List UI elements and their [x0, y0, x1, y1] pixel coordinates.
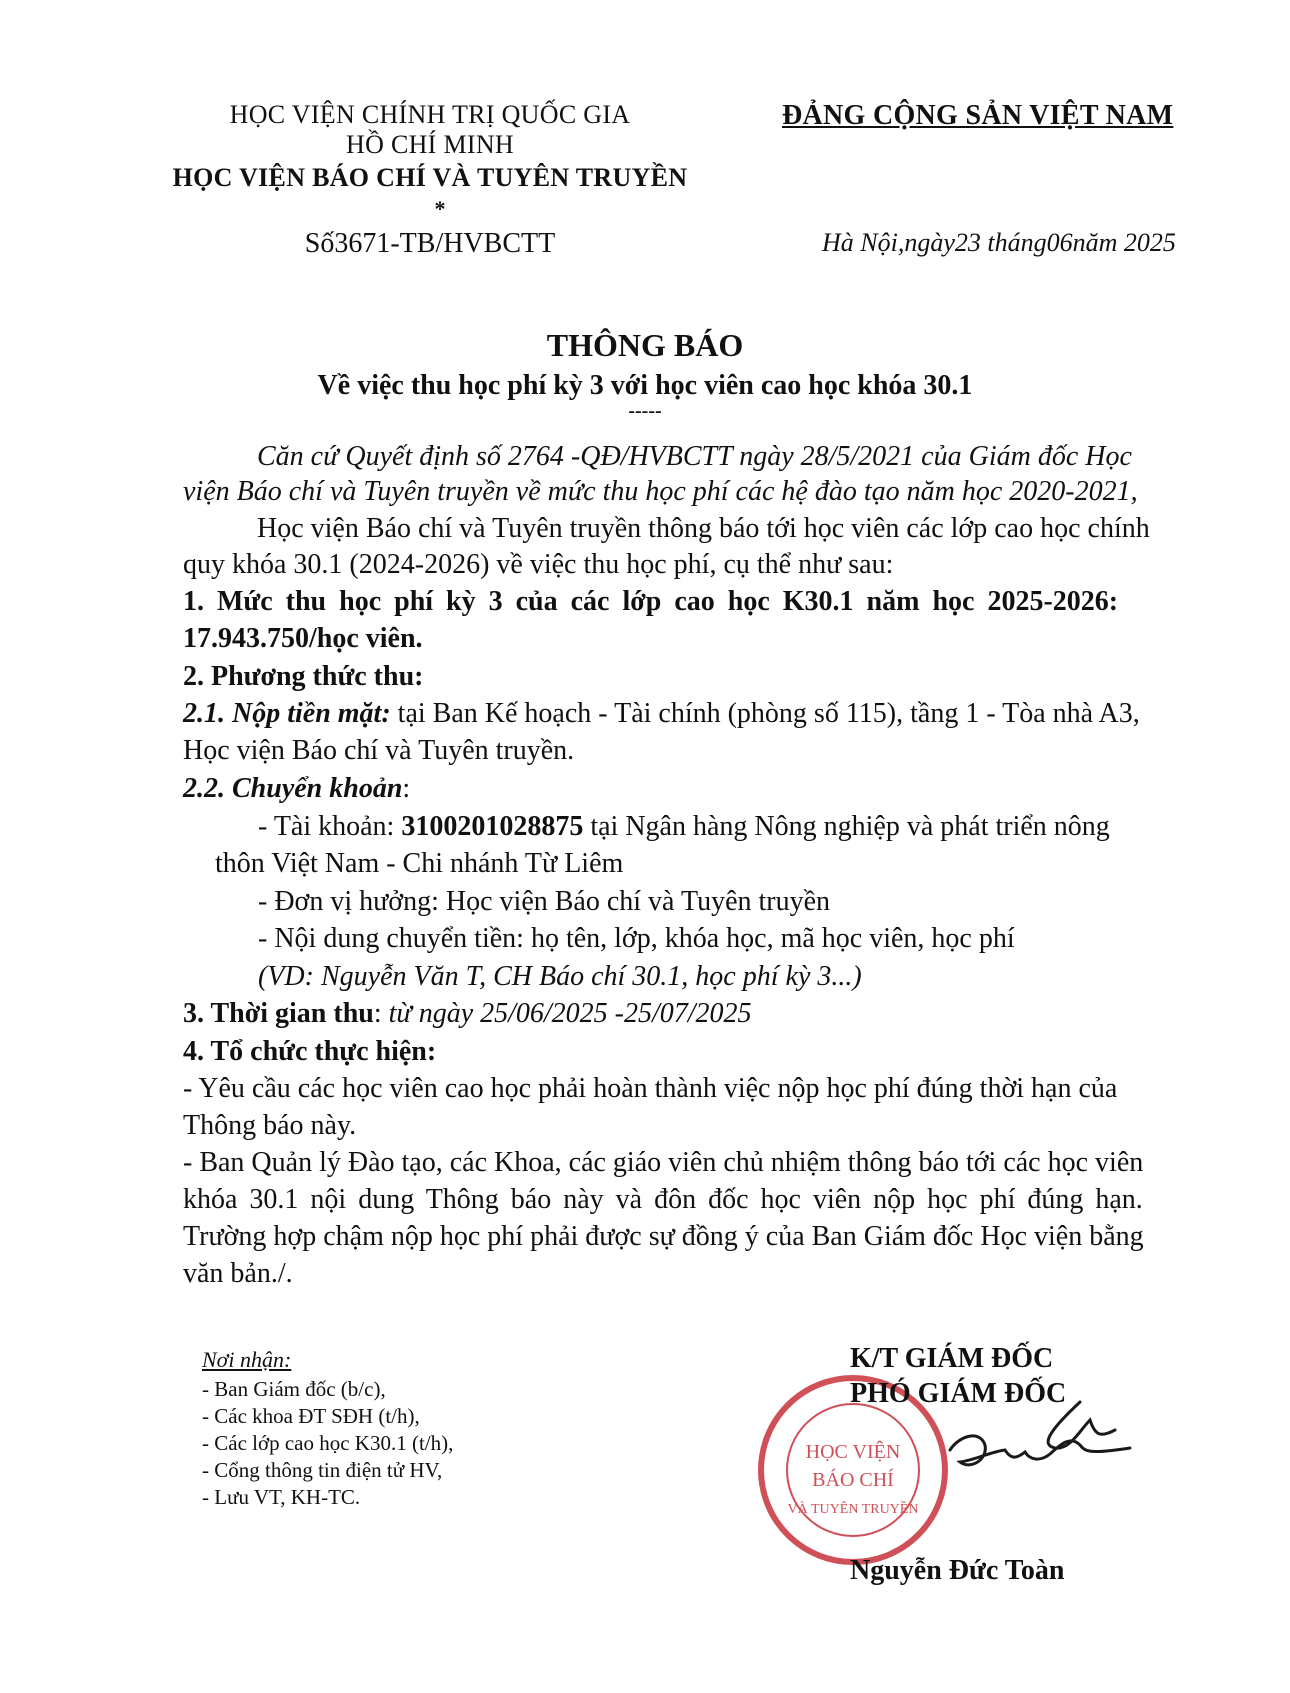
section-4-heading: 4. Tổ chức thực hiện:	[183, 1036, 437, 1067]
beneficiary-line: - Đơn vị hưởng: Học viện Báo chí và Tuyên truyền	[258, 886, 831, 917]
section-2-2-colon: :	[402, 773, 411, 804]
section-4-p2-line-2: khóa 30.1 nội dung Thông báo này và đôn đốc học viên nộp học phí đúng hạn.	[183, 1184, 1143, 1215]
section-2-1-line-2: Học viện Báo chí và Tuyên truyền.	[183, 735, 575, 766]
document-number: Số3671-TB/HVBCTT	[304, 228, 556, 259]
account-number: 3100201028875	[401, 811, 584, 842]
signer-name: Nguyễn Đức Toàn	[850, 1555, 1065, 1586]
recipients-list	[202, 1376, 453, 1511]
section-4-p2-line-4: văn bản./.	[183, 1258, 293, 1289]
section-3-colon: :	[373, 998, 389, 1029]
example-line: (VD: Nguyễn Văn T, CH Báo chí 30.1, học phí kỳ 3...)	[258, 961, 862, 992]
section-2-heading: 2. Phương thức thu:	[183, 661, 424, 692]
account-line-1	[258, 810, 1110, 844]
party-title: ĐẢNG CỘNG SẢN VIỆT NAM	[782, 100, 1174, 131]
date-line: Hà Nội,ngày23 tháng06năm 2025	[822, 228, 1176, 257]
section-1-line-1: 1. Mức thu học phí kỳ 3 của các lớp cao học K30.1 năm học 2025-2026:	[183, 586, 1119, 617]
header-org-line2: HỒ CHÍ MINH	[346, 130, 514, 159]
header-star: *	[434, 196, 446, 221]
handwritten-signature	[930, 1390, 1160, 1490]
header-org-line3: HỌC VIỆN BÁO CHÍ VÀ TUYÊN TRUYỀN	[172, 163, 688, 192]
recipient-item: - Lưu VT, KH-TC.	[202, 1485, 361, 1509]
section-4-p1-line-2: Thông báo này.	[183, 1110, 357, 1141]
basis-line-1: Căn cứ Quyết định số 2764 -QĐ/HVBCTT ngày 28/5/2021 của Giám đốc Học	[257, 441, 1132, 472]
seal-text-3: VÀ TUYÊN TRUYỀN	[787, 1502, 919, 1517]
section-3-label: 3. Thời gian thu	[183, 998, 374, 1029]
transfer-content-line: - Nội dung chuyển tiền: họ tên, lớp, khóa học, mã học viên, học phí	[258, 923, 1015, 954]
section-2-1-label: 2.1. Nộp tiền mặt:	[183, 698, 391, 729]
section-4-p1-line-1: - Yêu cầu các học viên cao học phải hoàn thành việc nộp học phí đúng thời hạn của	[183, 1073, 1118, 1104]
signature-title-2: PHÓ GIÁM ĐỐC	[850, 1378, 1067, 1409]
section-4-p2-line-3: Trường hợp chậm nộp học phí phải được sự đồng ý của Ban Giám đốc Học viện bằng	[183, 1221, 1144, 1252]
intro-line-2: quy khóa 30.1 (2024-2026) về việc thu học phí, cụ thể như sau:	[183, 549, 894, 580]
section-1-fee: 17.943.750/học viên.	[183, 623, 423, 654]
account-line-2: thôn Việt Nam - Chi nhánh Từ Liêm	[215, 848, 624, 879]
section-2-2-label: 2.2. Chuyển khoản	[183, 773, 403, 804]
signature-title-1: K/T GIÁM ĐỐC	[850, 1343, 1054, 1374]
recipient-item: - Các lớp cao học K30.1 (t/h),	[202, 1431, 454, 1455]
seal-text-1: HỌC VIỆN	[805, 1441, 901, 1463]
recipient-item: - Ban Giám đốc (b/c),	[202, 1377, 386, 1401]
recipients-heading: Nơi nhận:	[202, 1347, 292, 1372]
section-3-line	[183, 997, 752, 1031]
seal-text-2: BÁO CHÍ	[812, 1469, 894, 1491]
section-2-2-heading	[183, 772, 410, 806]
header-org-line1: HỌC VIỆN CHÍNH TRỊ QUỐC GIA	[229, 100, 631, 129]
page-subtitle: Về việc thu học phí kỳ 3 với học viên cao học khóa 30.1	[317, 370, 973, 401]
section-4-p2-line-1: - Ban Quản lý Đào tạo, các Khoa, các giáo viên chủ nhiệm thông báo tới các học viên	[183, 1147, 1144, 1178]
section-2-1-line-1	[183, 697, 1140, 731]
section-3-value: từ ngày 25/06/2025 -25/07/2025	[388, 998, 752, 1029]
intro-line-1: Học viện Báo chí và Tuyên truyền thông báo tới học viên các lớp cao học chính	[257, 513, 1150, 544]
recipient-item: - Cổng thông tin điện tử HV,	[202, 1458, 443, 1482]
basis-line-2: viện Báo chí và Tuyên truyền về mức thu học phí các hệ đào tạo năm học 2020-2021,	[183, 476, 1138, 507]
title-divider: -----	[628, 400, 662, 422]
recipient-item: - Các khoa ĐT SĐH (t/h),	[202, 1404, 420, 1428]
account-suffix: tại Ngân hàng Nông nghiệp và phát triển nông	[583, 811, 1110, 842]
account-prefix: - Tài khoản:	[258, 811, 402, 842]
section-2-1-text: tại Ban Kế hoạch - Tài chính (phòng số 115), tầng 1 - Tòa nhà A3,	[390, 698, 1140, 729]
page-title: THÔNG BÁO	[546, 327, 744, 363]
